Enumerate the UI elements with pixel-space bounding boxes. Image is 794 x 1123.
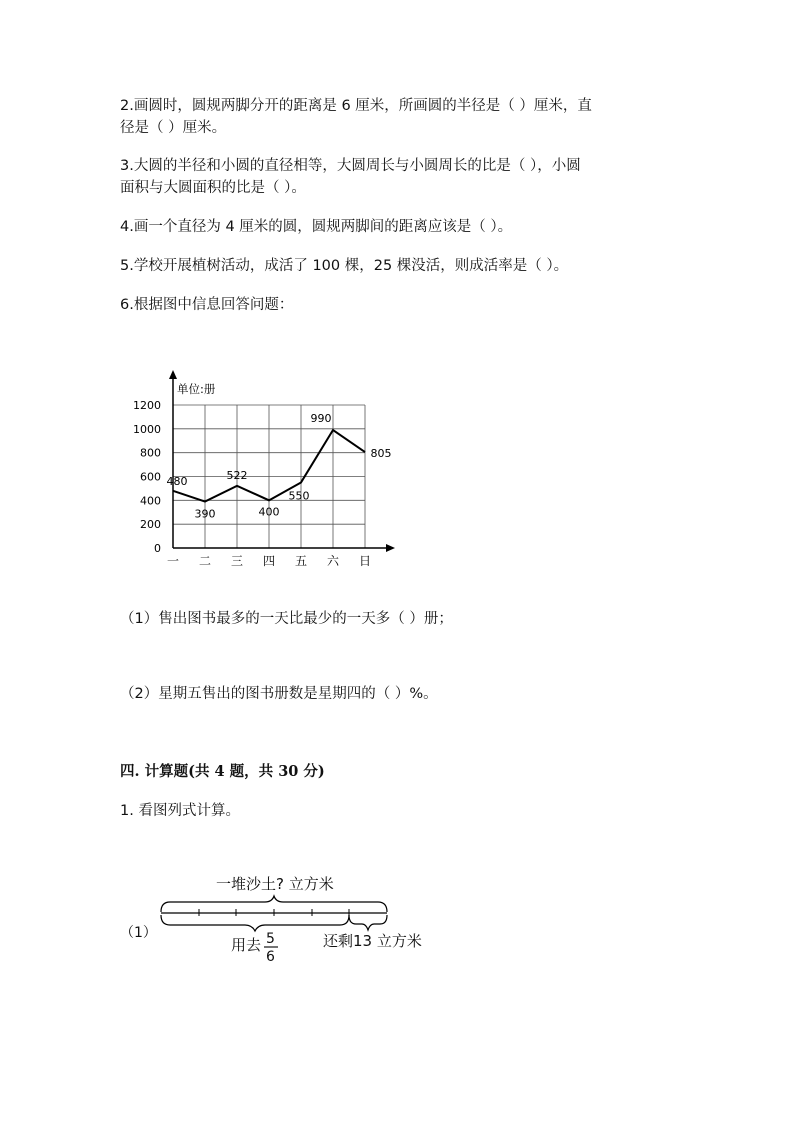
data-label: 550 xyxy=(288,489,310,503)
fraction-numerator: 5 xyxy=(266,931,275,947)
chart-grid xyxy=(173,405,365,548)
data-label: 390 xyxy=(194,507,216,521)
y-tick-label: 1000 xyxy=(133,422,161,436)
x-tick-label: 日 xyxy=(358,554,372,568)
sub-question-label: （1） xyxy=(120,925,157,941)
remain-brace xyxy=(349,915,387,930)
chart-axes xyxy=(166,370,395,552)
fraction-denominator: 6 xyxy=(266,949,275,965)
question-2-line1: 2.画圆时，圆规两脚分开的距离是 6 厘米，所画圆的半径是（ ）厘米，直 xyxy=(120,98,592,114)
x-tick-label: 三 xyxy=(230,554,244,568)
question-4: 4.画一个直径为 4 厘米的圆，圆规两脚间的距离应该是（ ）。 xyxy=(120,219,513,235)
data-label: 990 xyxy=(310,412,332,426)
question-5: 5.学校开展植树活动，成活了 100 棵，25 棵没活，则成活率是（ ）。 xyxy=(120,258,569,274)
y-tick-label: 1200 xyxy=(133,399,161,412)
question-6-sub1: （1）售出图书最多的一天比最少的一天多（ ）册； xyxy=(120,611,453,627)
y-tick-label: 400 xyxy=(140,494,161,508)
x-tick-label: 一 xyxy=(166,554,180,568)
x-tick-label: 四 xyxy=(262,554,276,568)
question-3-line2: 面积与大圆面积的比是（ ）。 xyxy=(120,180,306,196)
top-brace xyxy=(161,896,387,912)
data-label: 805 xyxy=(370,447,392,461)
diagram-top-label: 一堆沙土? 立方米 xyxy=(216,875,334,893)
section-4-question-1: 1. 看图列式计算。 xyxy=(120,803,240,819)
section-4-heading: 四. 计算题(共 4 题，共 30 分) xyxy=(120,763,325,780)
x-tick-label: 六 xyxy=(326,554,340,568)
data-label: 522 xyxy=(226,468,248,482)
question-6-sub2: （2）星期五售出的图书册数是星期四的（ ）%。 xyxy=(120,686,438,702)
question-6: 6.根据图中信息回答问题： xyxy=(120,297,294,313)
y-tick-label: 0 xyxy=(154,542,161,555)
question-2-line2: 径是（ ）厘米。 xyxy=(120,120,227,136)
question-3-line1: 3.大圆的半径和小圆的直径相等，大圆周长与小圆周长的比是（ ），小圆 xyxy=(120,158,581,174)
data-label: 480 xyxy=(166,474,188,488)
used-brace xyxy=(161,915,349,931)
data-label: 400 xyxy=(258,505,280,519)
x-axis-arrow-icon xyxy=(386,544,395,552)
sales-series-line xyxy=(173,430,365,502)
y-tick-label: 600 xyxy=(140,470,161,484)
y-tick-label: 200 xyxy=(140,518,161,532)
x-tick-label: 五 xyxy=(294,554,308,568)
chart-unit-label: 单位:册 xyxy=(177,382,216,396)
remain-label: 还剩13 立方米 xyxy=(323,932,422,950)
used-label: 用去 xyxy=(231,936,262,954)
x-tick-label: 二 xyxy=(198,554,212,568)
y-axis-arrow-icon xyxy=(169,370,177,379)
y-tick-label: 800 xyxy=(140,446,161,460)
